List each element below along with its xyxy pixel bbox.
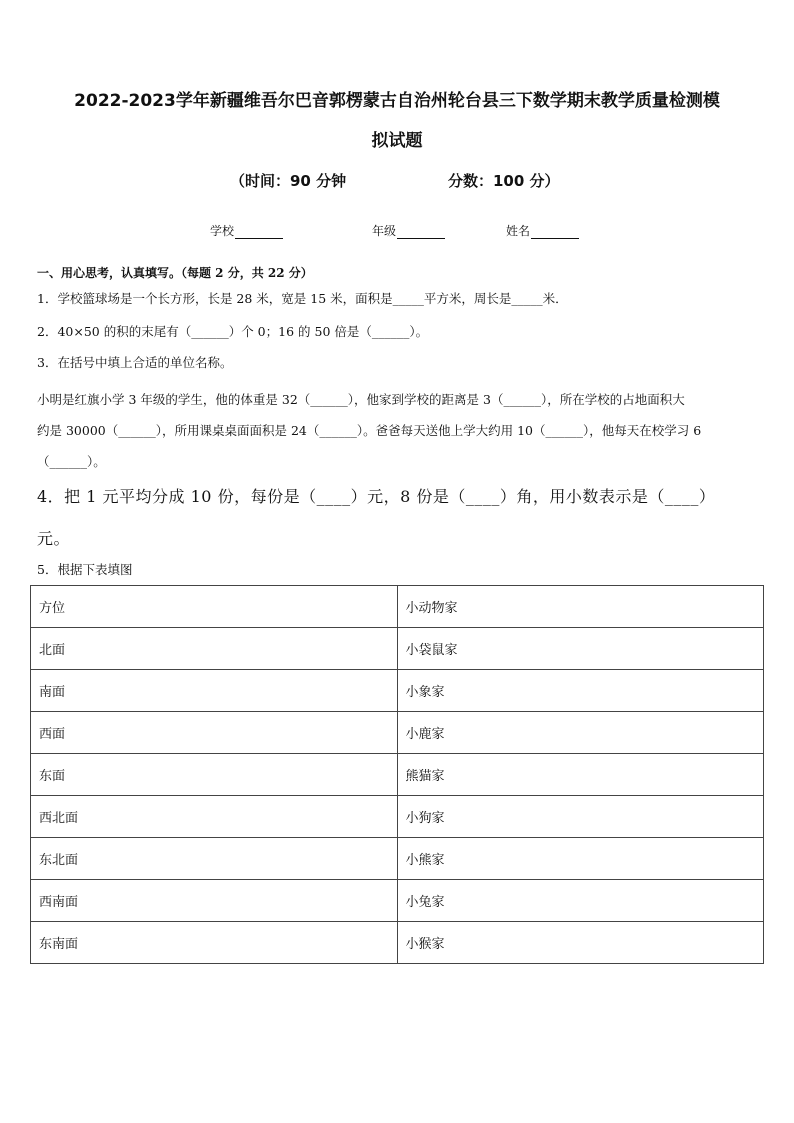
table-row [31,922,764,964]
table-cell-animal: 小熊家 [397,838,764,880]
table-cell-animal: 小鹿家 [397,712,764,754]
table-row [31,880,764,922]
grade-field [372,222,445,239]
question-1: 1．学校篮球场是一个长方形，长是 28 米，宽是 15 米，面积是_____平方米，周长是_____米． [37,291,568,306]
exam-score: 分数：100 分） [448,172,560,190]
exam-title-line2: 拟试题 [371,131,423,151]
question-3-line2: 约是 30000（______），所用课桌桌面面积是 24（______）。爸爸每天送他上学大约用 10（______），他每天在校学习 6 [37,423,702,438]
table-row [31,586,764,628]
table-cell-direction: 东面 [31,754,398,796]
table-cell-direction: 南面 [31,670,398,712]
table-cell-animal: 熊猫家 [397,754,764,796]
grade-label: 年级 [372,224,397,238]
question-4 [37,480,767,556]
table-cell-animal: 小袋鼠家 [397,628,764,670]
grade-blank[interactable] [397,224,445,239]
question-3-line1: 小明是红旗小学 3 年级的学生，他的体重是 32（______），他家到学校的距离是 3（______），所在学校的占地面积大 [37,392,685,407]
question-4-line1: 4．把 1 元平均分成 10 份，每份是（____）元，8 份是（____）角，用小数表示是（____） [37,487,716,506]
table-row [31,754,764,796]
school-label: 学校 [210,224,235,238]
student-info [0,222,794,244]
question-4-line2: 元。 [37,529,71,548]
table-row [31,838,764,880]
name-blank[interactable] [531,224,579,239]
table-cell-direction: 方位 [31,586,398,628]
table-row [31,712,764,754]
exam-meta [0,170,794,194]
table-cell-direction: 东南面 [31,922,398,964]
exam-title-line1: 2022-2023学年新疆维吾尔巴音郭楞蒙古自治州轮台县三下数学期末教学质量检测模 [74,91,720,111]
table-cell-animal: 小猴家 [397,922,764,964]
exam-time: （时间：90 分钟 [230,172,347,190]
name-field [506,222,579,239]
table-cell-animal: 小象家 [397,670,764,712]
section-heading: 一、用心思考，认真填写。（每题 2 分，共 22 分） [37,266,313,280]
question-5: 5．根据下表填图 [37,562,133,577]
table-cell-animal: 小动物家 [397,586,764,628]
table-row [31,628,764,670]
table-cell-direction: 北面 [31,628,398,670]
school-field [210,222,283,239]
direction-table [30,585,764,964]
table-cell-direction: 东北面 [31,838,398,880]
table-cell-animal: 小狗家 [397,796,764,838]
school-blank[interactable] [235,224,283,239]
question-3-line3: （______）。 [37,454,106,469]
question-3: 3．在括号中填上合适的单位名称。 [37,355,233,370]
table-row [31,670,764,712]
table-cell-direction: 西北面 [31,796,398,838]
table-cell-direction: 西南面 [31,880,398,922]
table-row [31,796,764,838]
name-label: 姓名 [506,224,531,238]
question-3-body [37,384,763,477]
table-cell-animal: 小兔家 [397,880,764,922]
question-2: 2．40×50 的积的末尾有（______）个 0；16 的 50 倍是（______）。 [37,324,429,339]
table-cell-direction: 西面 [31,712,398,754]
